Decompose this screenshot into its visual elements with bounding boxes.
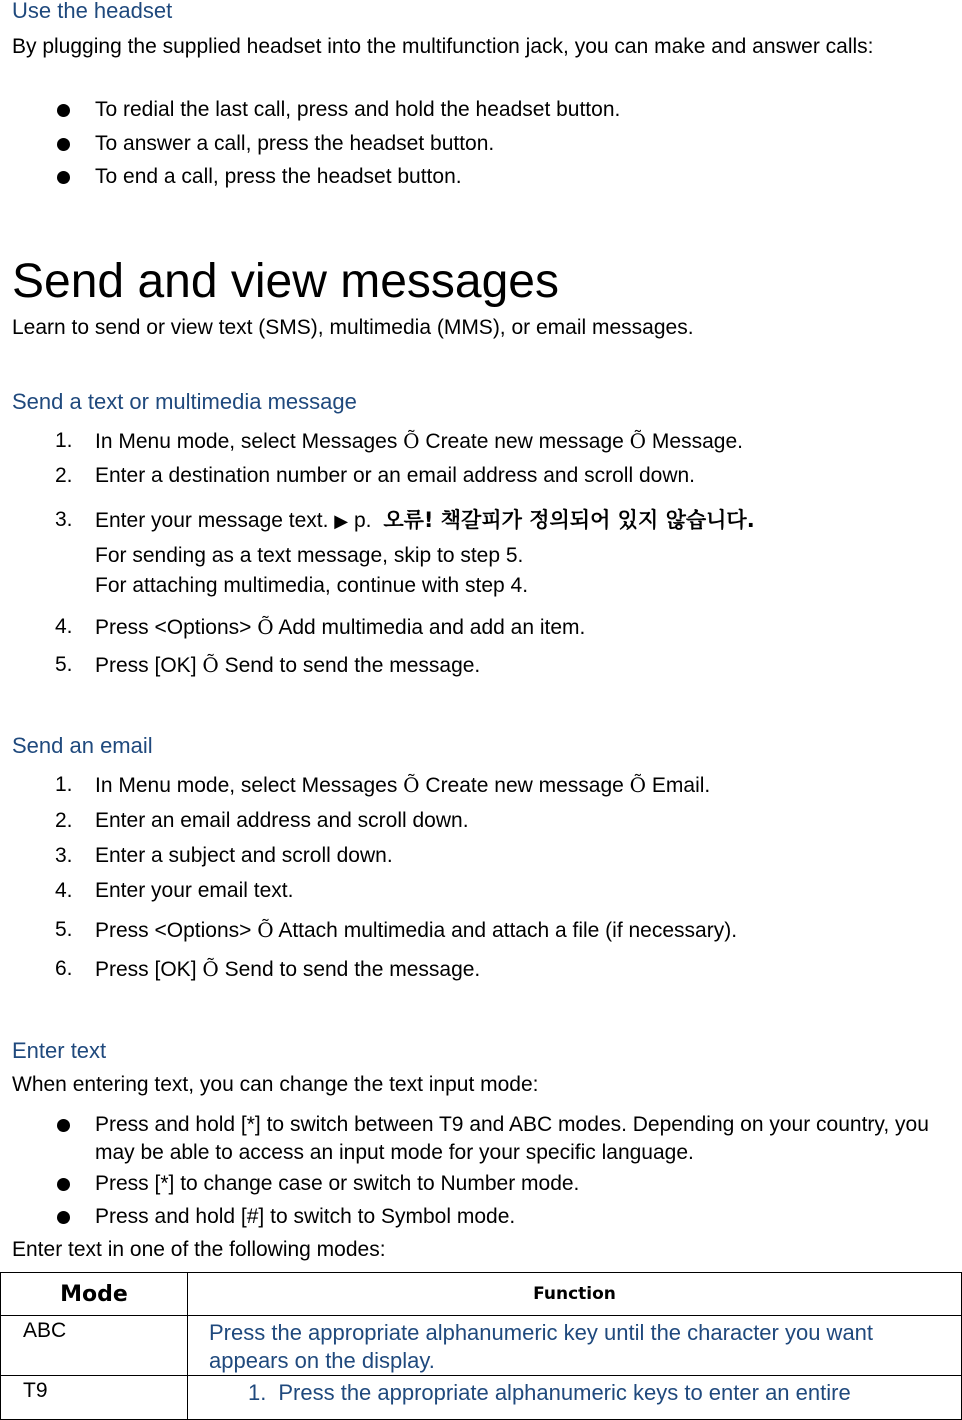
function-cell: Press the appropriate alphanumeric key until the character you want appears on the display. bbox=[188, 1316, 962, 1376]
sms-heading: Send a text or multimedia message bbox=[12, 389, 357, 414]
column-header-mode: Mode bbox=[1, 1273, 188, 1316]
bullet-icon bbox=[57, 1178, 70, 1191]
headset-intro: By plugging the supplied headset into the multifunction jack, you can make and answer calls: bbox=[12, 35, 874, 58]
arrow-separator-icon: Õ bbox=[257, 615, 274, 639]
enter-text-intro: When entering text, you can change the text input mode: bbox=[12, 1073, 539, 1096]
table-row bbox=[1, 1316, 962, 1376]
arrow-separator-icon: Õ bbox=[202, 653, 219, 677]
arrow-separator-icon: Õ bbox=[257, 918, 274, 942]
arrow-separator-icon: Õ bbox=[403, 429, 420, 453]
play-arrow-icon: ▶ bbox=[334, 511, 349, 532]
arrow-separator-icon: Õ bbox=[629, 429, 647, 453]
mode-cell: ABC bbox=[1, 1316, 188, 1376]
bullet-icon bbox=[57, 104, 70, 117]
bullet-icon bbox=[57, 138, 70, 151]
bullet-icon bbox=[57, 171, 70, 184]
bullet-icon bbox=[57, 1119, 70, 1132]
page-title: Send and view messages bbox=[12, 255, 559, 308]
column-header-function: Function bbox=[188, 1273, 962, 1316]
headset-heading: Use the headset bbox=[12, 0, 173, 23]
function-cell: 1. Press the appropriate alphanumeric keys to enter an entire bbox=[188, 1376, 962, 1420]
bullet-icon bbox=[57, 1211, 70, 1224]
table-header-row bbox=[1, 1273, 962, 1316]
enter-text-heading: Enter text bbox=[12, 1038, 107, 1063]
email-heading: Send an email bbox=[12, 733, 153, 758]
modes-table bbox=[0, 1272, 962, 1420]
mode-cell: T9 bbox=[1, 1376, 188, 1420]
arrow-separator-icon: Õ bbox=[403, 773, 420, 797]
messages-intro: Learn to send or view text (SMS), multimedia (MMS), or email messages. bbox=[12, 316, 694, 339]
enter-text-outro: Enter text in one of the following modes: bbox=[12, 1238, 386, 1261]
bookmark-error-text: 오류! 책갈피가 정의되어 있지 않습니다. bbox=[383, 508, 755, 532]
table-row bbox=[1, 1376, 962, 1420]
arrow-separator-icon: Õ bbox=[629, 773, 647, 797]
arrow-separator-icon: Õ bbox=[202, 957, 219, 981]
